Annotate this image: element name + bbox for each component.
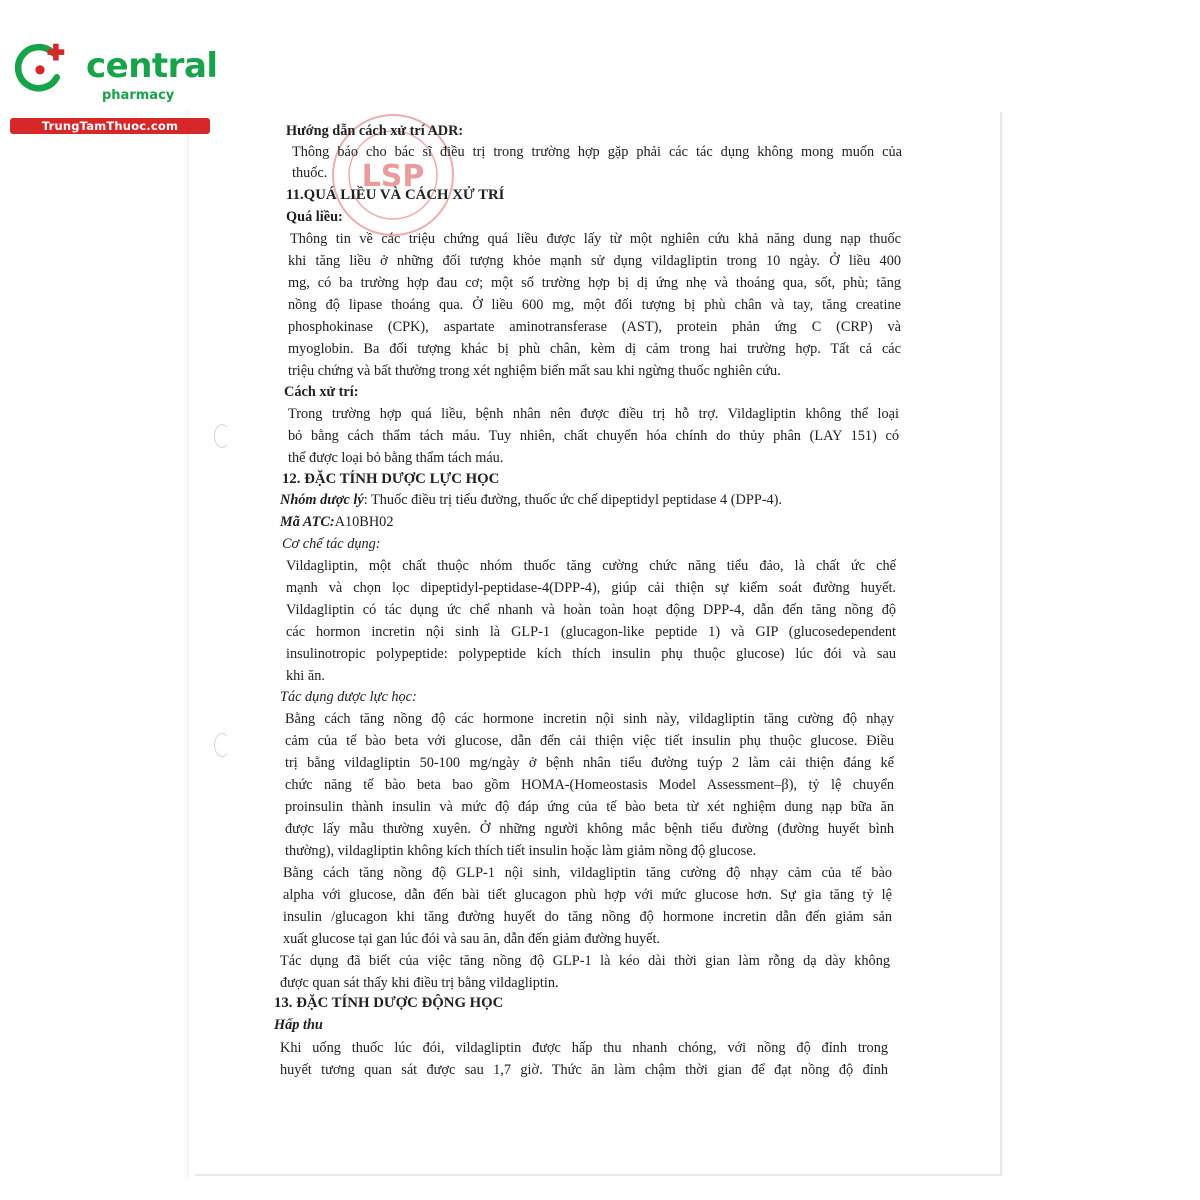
text-line: được quan sát thấy khi điều trị bằng vildagliptin.: [280, 975, 559, 991]
text-line: alpha với glucose, dẫn đến bài tiết glucagon phù hợp với mức glucose hơn. Sự gia tăng tỷ lệ: [283, 887, 892, 903]
text-line: trị bằng vildagliptin 50-100 mg/ngày ở bệnh nhân tiểu đường tuýp 2 làm cải thiện đáng kể: [285, 755, 894, 771]
pharmacy-cross-icon: [12, 40, 68, 96]
atc-code: A10BH02: [334, 514, 394, 530]
text-line: thường), vildagliptin không kích thích tiết insulin hoặc làm giảm nồng độ glucose.: [285, 843, 757, 859]
text-line: Bằng cách tăng nồng độ GLP-1 nội sinh, vildagliptin tăng cường độ nhạy cảm của tế bào: [283, 865, 892, 881]
text-line: myoglobin. Ba đối tượng khác bị phù chân, kèm dị cảm trong hai trường hợp. Tất cả các: [288, 341, 901, 357]
logo-website: TrungTamThuoc.com: [10, 118, 210, 134]
text-line: thuốc.: [292, 165, 328, 181]
logo-name: central: [86, 46, 218, 86]
mechanism-heading: Cơ chế tác dụng:: [282, 536, 381, 552]
text-line: insulinotropic polypeptide: polypeptide kích thích insulin phụ thuộc glucose) lúc đói và sau: [286, 646, 896, 662]
absorption-heading: Hấp thu: [274, 1017, 323, 1033]
text-line: triệu chứng và bất thường trong xét nghiệm biến mất sau khi ngừng thuốc nghiên cứu.: [288, 363, 781, 379]
text-line: Vildagliptin có tác dụng ức chế nhanh và hoàn toàn hoạt động DPP-4, dẫn đến tăng nồng độ: [286, 602, 896, 618]
text-line: Vildagliptin, một chất thuộc nhóm thuốc tăng cường chức năng tiểu đảo, là chất ức chế: [286, 558, 896, 574]
pharmacodynamics-heading: Tác dụng dược lực học:: [280, 689, 417, 705]
text-line: nồng độ lipase thoáng qua. Ở liều 600 mg, một đối tượng bị phù chân và tay, tăng creatine: [288, 297, 901, 313]
text-line: khi tăng liều ở những đối tượng khỏe mạnh sử dụng vildagliptin trong 10 ngày. Ở liều 400: [288, 253, 901, 269]
text-line: mg, có ba trường hợp đau cơ; một số trường hợp bị dị ứng nhẹ và thoáng qua, sốt, phù; tăng: [288, 275, 901, 291]
pharmacologic-group: [280, 491, 782, 509]
text-line: Tác dụng đã biết của việc tăng nồng độ GLP-1 là kéo dài thời gian làm rỗng dạ dày không: [280, 953, 890, 969]
text-line: Trong trường hợp quá liều, bệnh nhân nên được điều trị hỗ trợ. Vildagliptin không thể loại: [288, 406, 899, 422]
text-line: các hormon incretin nội sinh là GLP-1 (glucagon-like peptide 1) và GIP (glucosedependent: [286, 624, 896, 640]
stamp-mark: LSP: [361, 159, 425, 194]
text-line: bỏ bằng cách thẩm tách máu. Tuy nhiên, chất chuyển hóa chính do thủy phân (LAY 151) có: [288, 428, 899, 444]
central-pharmacy-logo: [10, 38, 220, 138]
text-line: Thông tin về các triệu chứng quá liều được lấy từ một nghiên cứu khả năng dung nạp thuốc: [290, 231, 901, 247]
punch-hole-mark: [214, 733, 230, 757]
sheet-edge: [183, 110, 189, 1180]
text-line: huyết tương quan sát được sau 1,7 giờ. Thức ăn làm chậm thời gian để đạt nồng độ đỉnh: [280, 1062, 888, 1078]
atc-code-line: [280, 513, 393, 531]
text-line: cảm của tế bào beta với glucose, dẫn đến cải thiện việc tiết insulin phụ thuộc glucose. Điều: [285, 733, 894, 749]
text-line: proinsulin thành insulin và mức độ đáp ứng của tế bào beta từ xét nghiệm dung nạp bữa ăn: [285, 799, 894, 815]
treatment-heading: Cách xử trí:: [284, 384, 359, 400]
group-label: Nhóm dược lý: [280, 492, 364, 508]
text-line: Khi uống thuốc lúc đói, vildagliptin được hấp thu nhanh chóng, với nồng độ đỉnh trong: [280, 1040, 888, 1056]
text-line: chức năng tế bào beta bao gồm HOMA-(Homeostasis Model Assessment–β), tỷ lệ chuyển: [285, 777, 894, 793]
section-13-title: 13. ĐẶC TÍNH DƯỢC ĐỘNG HỌC: [274, 995, 504, 1011]
section-12-title: 12. ĐẶC TÍNH DƯỢC LỰC HỌC: [282, 471, 500, 487]
text-line: mạnh và chọn lọc dipeptidyl-peptidase-4(DPP-4), giúp cải thiện sự kiểm soát đường huyết.: [286, 580, 896, 596]
text-line: phosphokinase (CPK), aspartate aminotransferase (AST), protein phản ứng C (CRP) và: [288, 319, 901, 335]
group-text: : Thuốc điều trị tiểu đường, thuốc ức chế dipeptidyl peptidase 4 (DPP-4).: [363, 492, 783, 508]
text-line: khi ăn.: [286, 668, 325, 684]
text-line: xuất glucose tại gan lúc đói và sau ăn, dẫn đến giảm đường huyết.: [283, 931, 661, 947]
logo-subtitle: pharmacy: [102, 88, 175, 103]
text-line: được lấy mẫu thường xuyên. Ở những người không mắc bệnh tiểu đường (đường huyết bình: [285, 821, 894, 837]
text-line: thể được loại bỏ bằng thẩm tách máu.: [288, 450, 504, 466]
text-line: insulin /glucagon khi tăng đường huyết do tăng nồng độ hormone incretin dẫn đến giảm sản: [283, 909, 892, 925]
text-line: Thông báo cho bác sĩ điều trị trong trường hợp gặp phải các tác dụng không mong muốn của: [292, 144, 902, 160]
section-11-title: 11.QUÁ LIỀU VÀ CÁCH XỬ TRÍ: [286, 187, 505, 203]
punch-hole-mark: [214, 424, 230, 448]
adr-heading: Hướng dẫn cách xử trí ADR:: [286, 123, 464, 139]
atc-label: Mã ATC:: [280, 514, 335, 530]
overdose-heading: Quá liều:: [286, 209, 343, 225]
text-line: Bằng cách tăng nồng độ các hormone incretin nội sinh này, vildagliptin tăng cường độ nhạy: [285, 711, 894, 727]
